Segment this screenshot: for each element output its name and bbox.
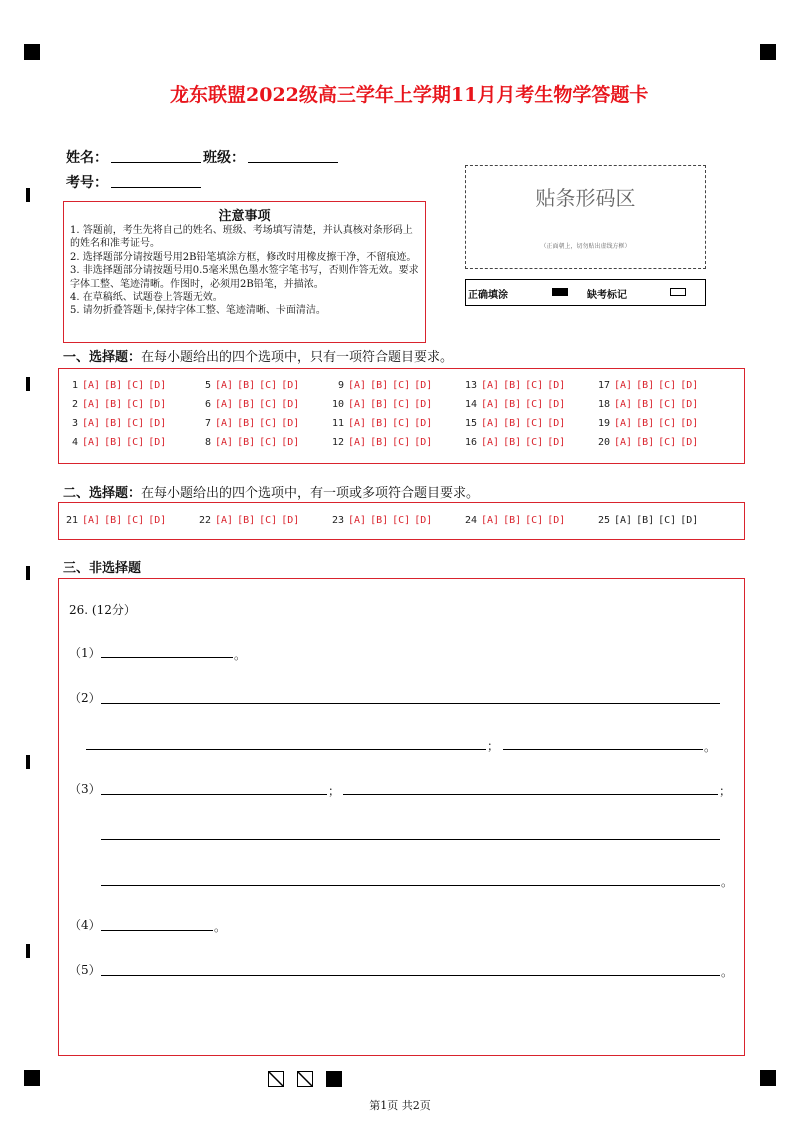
option-a[interactable]: [A] [481,399,500,410]
question-4 [62,437,170,448]
timing-mark [26,377,30,391]
question-13 [461,380,569,391]
option-d[interactable]: [D] [148,437,167,448]
question-number: 13 [464,380,477,391]
section2-title [63,482,479,501]
question-16 [461,437,569,448]
option-a[interactable]: [A] [481,380,500,391]
class-field[interactable] [248,162,338,163]
q26-part1-label: （1） [69,646,101,660]
question-7 [195,418,303,429]
option-c[interactable]: [C] [259,399,278,410]
q26-part2-label: （2） [69,691,101,705]
option-c[interactable]: [C] [658,380,677,391]
question-number: 6 [204,399,211,410]
option-b[interactable]: [B] [370,380,389,391]
question-21 [62,515,170,526]
option-b[interactable]: [B] [104,437,123,448]
option-b[interactable]: [B] [503,399,522,410]
option-a[interactable]: [A] [82,437,101,448]
option-a[interactable]: [A] [82,515,101,526]
option-b[interactable]: [B] [370,418,389,429]
corner-mark-bottom-left [24,1070,40,1086]
option-c[interactable]: [C] [658,399,677,410]
question-12 [328,437,436,448]
option-c[interactable]: [C] [392,418,411,429]
question-19 [594,418,702,429]
section1-desc: 在每小题给出的四个选项中，只有一项符合题目要求。 [141,350,454,365]
option-b[interactable]: [B] [503,380,522,391]
option-a[interactable]: [A] [215,418,234,429]
option-c[interactable]: [C] [259,380,278,391]
option-b[interactable]: [B] [104,515,123,526]
option-d[interactable]: [D] [414,437,433,448]
question-14 [461,399,569,410]
question-number: 20 [597,437,610,448]
q26-part1-blank[interactable] [101,657,233,658]
q26-part3-blank[interactable] [101,885,720,886]
option-a[interactable]: [A] [481,515,500,526]
question-25 [594,515,702,526]
question-number: 10 [331,399,344,410]
option-b[interactable]: [B] [503,437,522,448]
option-b[interactable]: [B] [503,515,522,526]
notice-item: 4. 在草稿纸、试题卷上答题无效。 [70,292,223,304]
option-b[interactable]: [B] [104,418,123,429]
option-a[interactable]: [A] [82,418,101,429]
notice-item: 2. 选择题部分请按题号用2B铅笔填涂方框，修改时用橡皮擦干净，不留痕迹。 [70,251,417,263]
question-24 [461,515,569,526]
q26-part2-period: 。 [704,740,717,754]
q26-part5-blank[interactable] [101,975,720,976]
option-c[interactable]: [C] [126,418,145,429]
option-b[interactable]: [B] [636,380,655,391]
q26-part2-semicolon: ； [487,739,500,753]
page-code-slash-icon [268,1071,284,1087]
name-field[interactable] [111,162,201,163]
question-number: 16 [464,437,477,448]
corner-mark-top-right [760,44,776,60]
q26-part3-semicolon: ； [328,784,341,798]
q26-part3-label: （3） [69,782,101,796]
option-c[interactable]: [C] [259,418,278,429]
question-number: 17 [597,380,610,391]
option-a[interactable]: [A] [481,437,500,448]
q26-part5-period: 。 [721,965,734,979]
q26-part2-blank[interactable] [503,749,703,750]
option-d[interactable]: [D] [281,418,300,429]
q26-part4-period: 。 [214,920,227,934]
q26-part4-blank[interactable] [101,930,213,931]
option-c[interactable]: [C] [525,399,544,410]
option-c[interactable]: [C] [525,418,544,429]
option-b[interactable]: [B] [237,418,256,429]
q26-part1-period: 。 [234,648,247,662]
name-label: 姓名： [66,150,108,166]
option-a[interactable]: [A] [215,437,234,448]
option-a[interactable]: [A] [614,399,633,410]
section1-title [63,346,453,365]
option-d[interactable]: [D] [680,515,699,526]
question-number: 3 [71,418,78,429]
option-b[interactable]: [B] [636,399,655,410]
option-b[interactable]: [B] [636,515,655,526]
option-a[interactable]: [A] [614,437,633,448]
section2-desc: 在每小题给出的四个选项中，有一项或多项符合题目要求。 [141,486,480,501]
notice-item: 1. 答题前，考生先将自己的姓名、班级、考场填写清楚，并认真核对条形码上的姓名和准考证号。 [70,225,413,250]
section1-heading: 一、选择题： [63,350,142,365]
question-1 [62,380,170,391]
correct-fill-label: 正确填涂 [468,290,508,301]
option-d[interactable]: [D] [547,437,566,448]
option-b[interactable]: [B] [370,399,389,410]
option-b[interactable]: [B] [370,515,389,526]
absent-label: 缺考标记 [587,290,627,301]
option-d[interactable]: [D] [148,515,167,526]
notice-item: 5. 请勿折叠答题卡,保持字体工整、笔迹清晰、卡面清洁。 [70,305,326,317]
barcode-area [465,165,706,269]
corner-mark-bottom-right [760,1070,776,1086]
question-20 [594,437,702,448]
question-number: 22 [198,515,211,526]
correct-fill-sample [552,288,568,296]
question-number: 21 [65,515,78,526]
question-number: 8 [204,437,211,448]
option-a[interactable]: [A] [348,418,367,429]
option-d[interactable]: [D] [547,399,566,410]
class-label: 班级： [203,150,245,166]
section3-title [63,557,141,576]
option-a[interactable]: [A] [215,399,234,410]
q26-title: 26. (12分） [69,603,136,617]
option-d[interactable]: [D] [281,437,300,448]
option-c[interactable]: [C] [525,380,544,391]
option-d[interactable]: [D] [547,515,566,526]
exam-no-field[interactable] [111,187,201,188]
option-d[interactable]: [D] [547,380,566,391]
absent-mark-box[interactable] [670,288,686,296]
option-b[interactable]: [B] [636,418,655,429]
q26-part3-semicolon: ； [719,784,732,798]
option-b[interactable]: [B] [237,399,256,410]
question-8 [195,437,303,448]
option-d[interactable]: [D] [414,515,433,526]
option-c[interactable]: [C] [126,437,145,448]
timing-mark [26,755,30,769]
timing-mark [26,188,30,202]
question-11 [328,418,436,429]
option-a[interactable]: [A] [614,515,633,526]
option-d[interactable]: [D] [680,437,699,448]
question-number: 7 [204,418,211,429]
q26-part3-blank[interactable] [101,794,327,795]
page-footer: 第1页 共2页 [369,1099,431,1112]
option-c[interactable]: [C] [392,515,411,526]
option-c[interactable]: [C] [259,437,278,448]
option-a[interactable]: [A] [348,380,367,391]
option-d[interactable]: [D] [281,399,300,410]
option-a[interactable]: [A] [481,418,500,429]
option-b[interactable]: [B] [370,437,389,448]
question-5 [195,380,303,391]
option-c[interactable]: [C] [126,399,145,410]
question-number: 23 [331,515,344,526]
question-3 [62,418,170,429]
option-c[interactable]: [C] [658,418,677,429]
question-number: 2 [71,399,78,410]
option-b[interactable]: [B] [636,437,655,448]
question-23 [328,515,436,526]
option-d[interactable]: [D] [281,380,300,391]
option-d[interactable]: [D] [680,418,699,429]
option-c[interactable]: [C] [525,437,544,448]
timing-mark [26,566,30,580]
option-c[interactable]: [C] [392,380,411,391]
notice-title: 注意事项 [218,209,271,224]
fill-legend [465,279,706,306]
q26-part4-label: （4） [69,918,101,932]
exam-no-label: 考号： [66,175,108,191]
option-a[interactable]: [A] [348,437,367,448]
question-number: 14 [464,399,477,410]
question-6 [195,399,303,410]
option-d[interactable]: [D] [281,515,300,526]
q26-part3-blank[interactable] [343,794,718,795]
question-number: 9 [337,380,344,391]
option-d[interactable]: [D] [414,418,433,429]
option-a[interactable]: [A] [215,515,234,526]
option-a[interactable]: [A] [82,399,101,410]
option-a[interactable]: [A] [614,418,633,429]
option-c[interactable]: [C] [658,437,677,448]
section3-answer-box [58,578,745,1056]
option-c[interactable]: [C] [658,515,677,526]
question-15 [461,418,569,429]
option-a[interactable]: [A] [348,399,367,410]
q26-part3-blank[interactable] [101,839,720,840]
option-d[interactable]: [D] [414,399,433,410]
option-c[interactable]: [C] [126,380,145,391]
option-d[interactable]: [D] [148,380,167,391]
question-number: 24 [464,515,477,526]
option-b[interactable]: [B] [104,399,123,410]
option-d[interactable]: [D] [680,380,699,391]
question-number: 15 [464,418,477,429]
option-b[interactable]: [B] [237,437,256,448]
option-b[interactable]: [B] [237,515,256,526]
question-number: 11 [331,418,344,429]
option-b[interactable]: [B] [237,380,256,391]
page-title: 龙东联盟2022级高三学年上学期11月月考生物学答题卡 [170,84,649,106]
question-number: 12 [331,437,344,448]
question-2 [62,399,170,410]
section2-heading: 二、选择题： [63,486,142,501]
option-d[interactable]: [D] [680,399,699,410]
section3-heading: 三、非选择题 [63,561,142,576]
barcode-hint: （正面朝上，切勿贴出虚线方框） [540,243,631,250]
option-c[interactable]: [C] [259,515,278,526]
option-c[interactable]: [C] [126,515,145,526]
question-number: 19 [597,418,610,429]
corner-mark-top-left [24,44,40,60]
page-code-filled-icon [326,1071,342,1087]
question-22 [195,515,303,526]
option-a[interactable]: [A] [348,515,367,526]
option-d[interactable]: [D] [414,380,433,391]
question-number: 4 [71,437,78,448]
notice-item: 3. 非选择题部分请按题号用0.5毫米黑色墨水签字笔书写，否则作答无效。要求字体工整、笔迹清晰。作图时，必须用2B铅笔，并描浓。 [70,265,419,290]
option-c[interactable]: [C] [392,437,411,448]
question-10 [328,399,436,410]
question-17 [594,380,702,391]
notice-box [63,201,426,343]
option-a[interactable]: [A] [614,380,633,391]
q26-part5-label: （5） [69,963,101,977]
option-b[interactable]: [B] [104,380,123,391]
question-18 [594,399,702,410]
option-d[interactable]: [D] [148,418,167,429]
q26-part2-blank[interactable] [86,749,486,750]
option-d[interactable]: [D] [148,399,167,410]
timing-mark [26,944,30,958]
option-c[interactable]: [C] [525,515,544,526]
question-number: 25 [597,515,610,526]
question-number: 1 [71,380,78,391]
q26-part3-period: 。 [721,875,734,889]
question-number: 18 [597,399,610,410]
question-number: 5 [204,380,211,391]
barcode-label: 贴条形码区 [535,186,636,210]
q26-part2-blank[interactable] [101,703,720,704]
option-c[interactable]: [C] [392,399,411,410]
option-a[interactable]: [A] [215,380,234,391]
option-d[interactable]: [D] [547,418,566,429]
option-a[interactable]: [A] [82,380,101,391]
question-9 [328,380,436,391]
page-code-slash-icon [297,1071,313,1087]
option-b[interactable]: [B] [503,418,522,429]
